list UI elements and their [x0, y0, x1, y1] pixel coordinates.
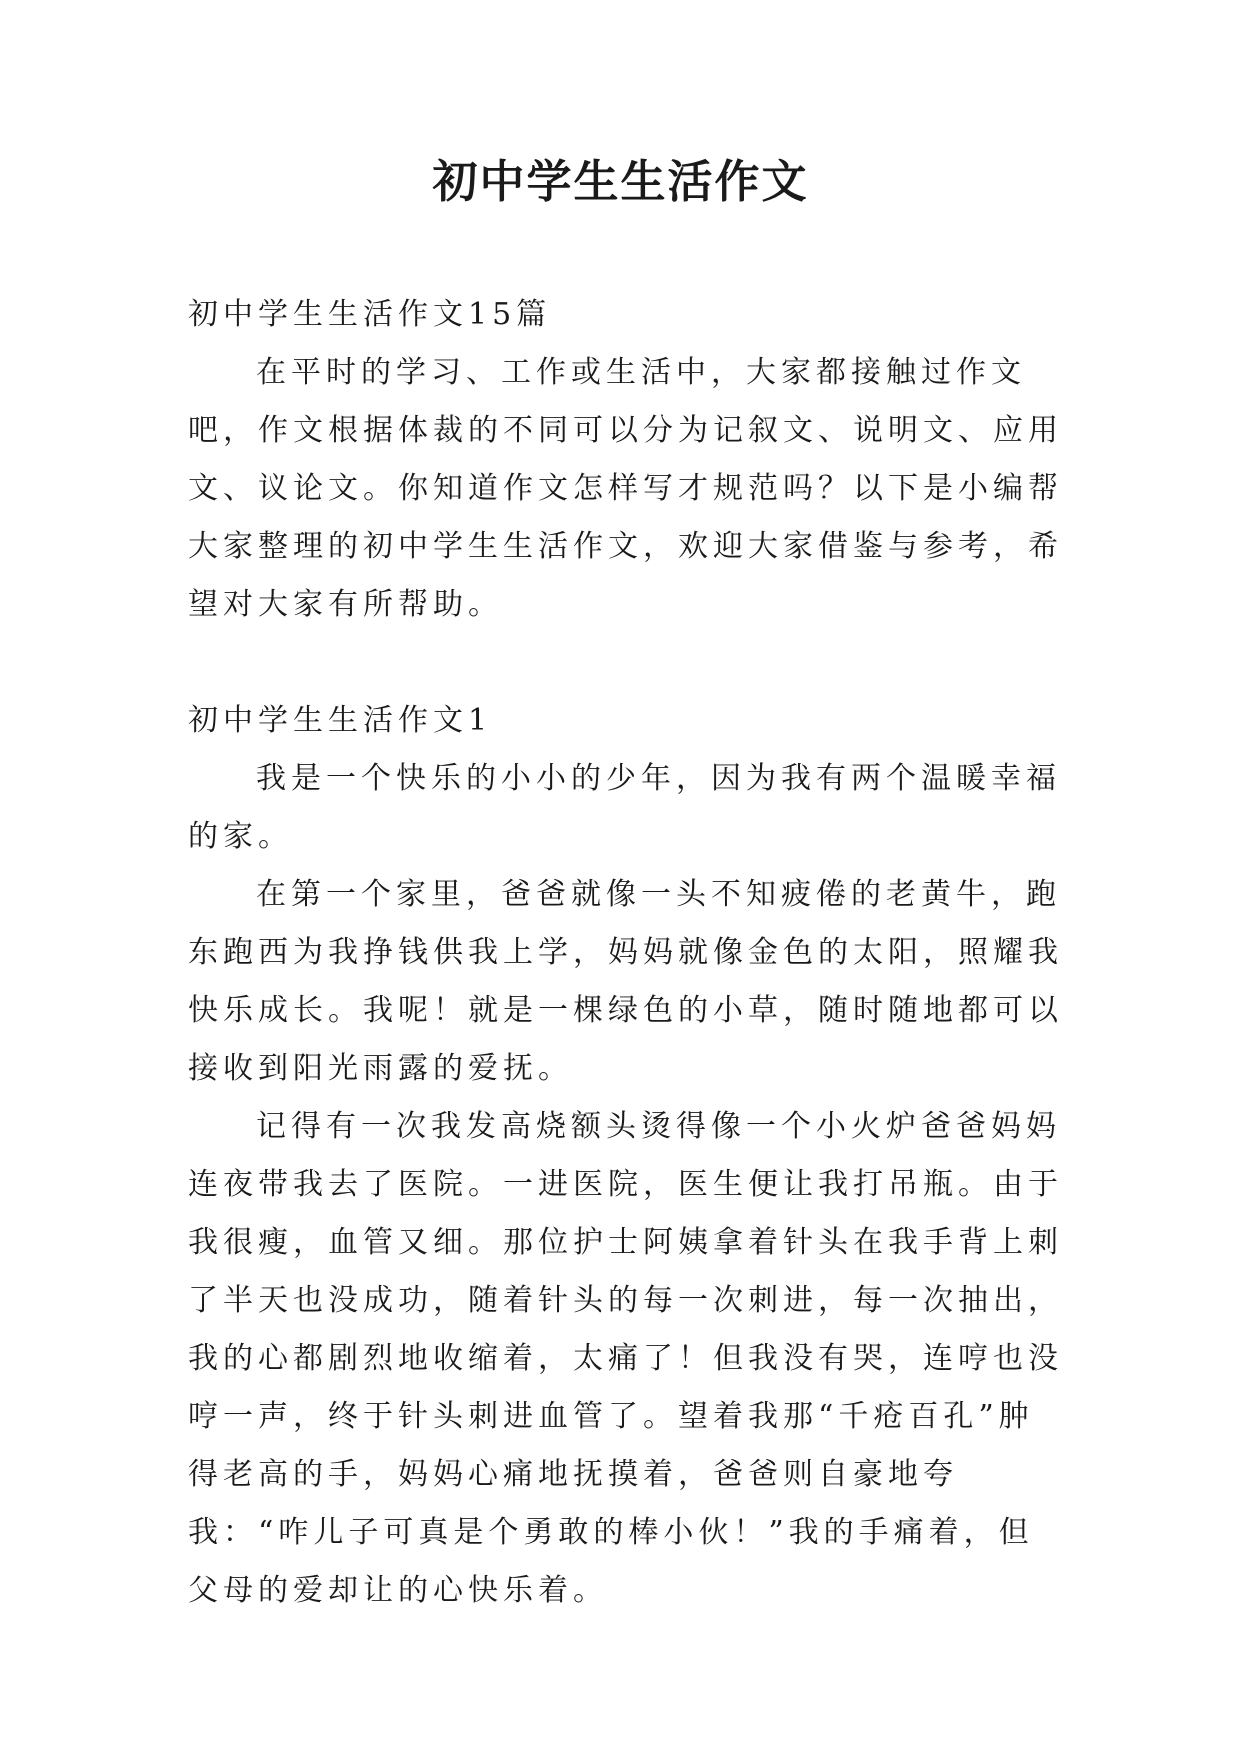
document-title: 初中学生生活作文	[432, 155, 809, 208]
section-heading: 初中学生生活作文1	[188, 703, 493, 738]
body-paragraph: 我是一个快乐的小小的少年，因为我有两个温暖幸福的家。	[188, 761, 1061, 854]
document-subtitle: 初中学生生活作文15篇	[188, 297, 552, 332]
document-body	[188, 286, 1068, 1620]
body-paragraph: 在第一个家里，爸爸就像一头不知疲倦的老黄牛，跑东跑西为我挣钱供我上学，妈妈就像金色的太阳，照耀我快乐成长。我呢！就是一棵绿色的小草，随时随地都可以接收到阳光雨露的爱抚。	[188, 877, 1063, 1086]
intro-paragraph: 在平时的学习、工作或生活中，大家都接触过作文吧，作文根据体裁的不同可以分为记叙文、说明文、应用文、议论文。你知道作文怎样写才规范吗？以下是小编帮大家整理的初中学生生活作文，欢迎大家借鉴与参考，希望对大家有所帮助。	[188, 355, 1063, 622]
body-paragraph: 记得有一次我发高烧额头烫得像一个小火炉爸爸妈妈连夜带我去了医院。一进医院，医生便让我打吊瓶。由于我很瘦，血管又细。那位护士阿姨拿着针头在我手背上刺了半天也没成功，随着针头的每一次刺进，每一次抽出，我的心都剧烈地收缩着，太痛了！但我没有哭，连哼也没哼一声，终于针头刺进血管了。望着我那“千疮百孔”肿得老高的手，妈妈心痛地抚摸着，爸爸则自豪地夸我：“咋儿子可真是个勇敢的棒小伙！”我的手痛着，但父母的爱却让的心快乐着。	[188, 1109, 1063, 1608]
section-spacer	[188, 634, 1068, 692]
